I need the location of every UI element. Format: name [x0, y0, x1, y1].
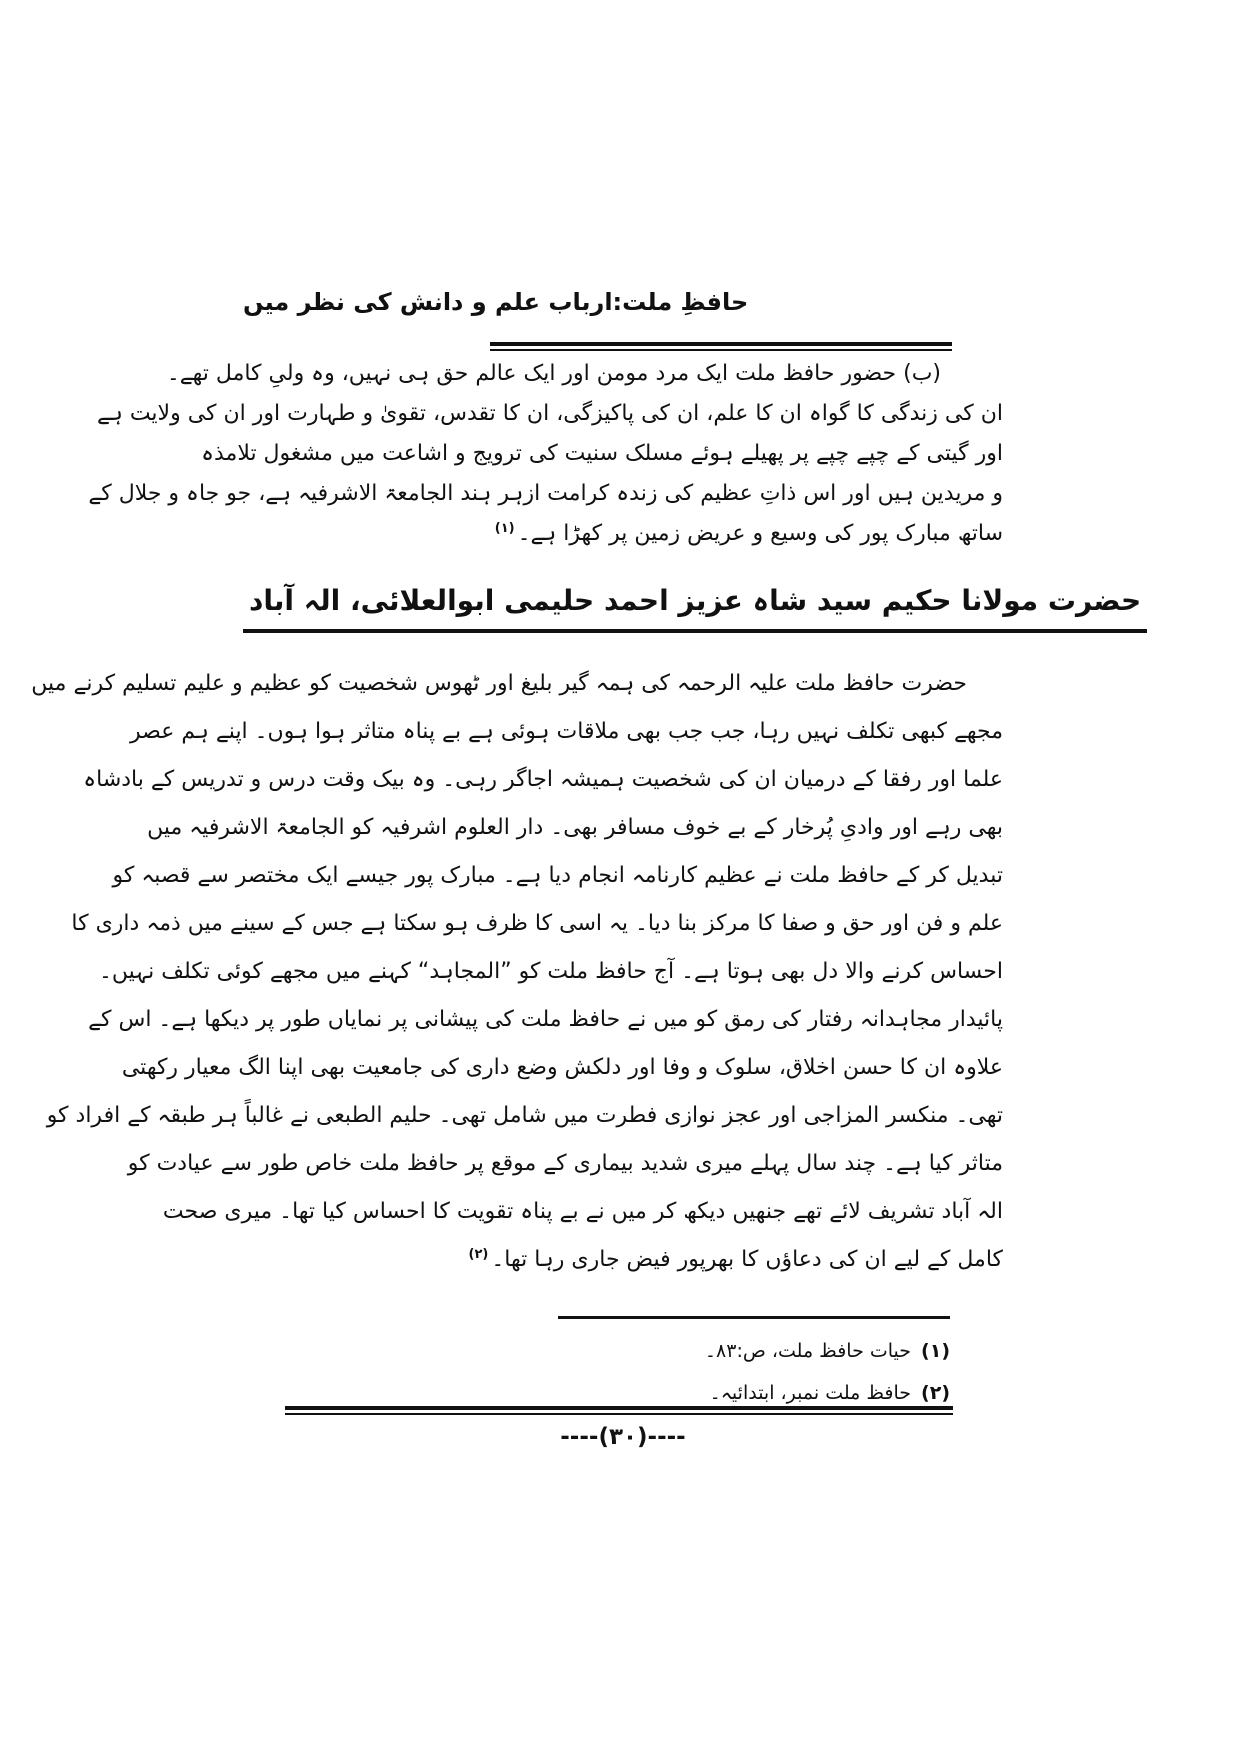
- body-line: تبدیل کر کے حافظ ملت نے عظیم کارنامہ انجام دیا ہے۔ مبارک پور جیسے ایک مختصر سے قصبہ کو: [112, 863, 1003, 888]
- paragraph-2: [31, 660, 1003, 1284]
- body-line: [243, 1236, 1003, 1284]
- footnote-marker: (۲): [921, 1382, 950, 1404]
- section-heading: حضرت مولانا حکیم سید شاہ عزیز احمد حلیمی ابوالعلائی، الہ آباد: [243, 584, 1147, 633]
- footnote-marker: (۱): [921, 1340, 950, 1362]
- page-number: ----(۳۰)----: [560, 1424, 686, 1450]
- section-heading-wrap: [243, 584, 1142, 633]
- footnote-separator-rule: [558, 1316, 950, 1319]
- body-line: [243, 514, 1003, 554]
- body-line: ان کی زندگی کا گواہ ان کا علم، ان کی پاکیزگی، ان کا تقدس، تقویٰ و طہارت اور ان کی ولایت ہے: [97, 401, 1003, 426]
- footer-double-rule: [285, 1406, 953, 1415]
- body-line: بھی رہے اور وادیِ پُرخار کے بے خوف مسافر بھی۔ دار العلوم اشرفیہ کو الجامعۃ الاشرفیہ میں: [147, 815, 1003, 840]
- body-line: تھی۔ منکسر المزاجی اور عجز نوازی فطرت میں شامل تھی۔ حلیم الطبعی نے غالباً ہر طبقہ کے افراد کو: [46, 1103, 1003, 1128]
- header-double-rule: [490, 342, 952, 351]
- body-line: احساس کرنے والا دل بھی ہوتا ہے۔ آج حافظ ملت کو ”المجاہد“ کہنے میں مجھے کوئی تکلف نہیں۔: [98, 959, 1003, 984]
- body-line: حضرت حافظ ملت علیہ الرحمہ کی ہمہ گیر بلیغ اور ٹھوس شخصیت کو عظیم و علیم تسلیم کرنے میں: [31, 671, 967, 696]
- body-line: الہ آباد تشریف لائے تھے جنھیں دیکھ کر میں نے بے پناہ تقویت کا احساس کیا تھا۔ میری صحت: [162, 1199, 1003, 1224]
- text-column: [31, 0, 1142, 1754]
- body-line: علما اور رفقا کے درمیان ان کی شخصیت ہمیشہ اجاگر رہی۔ وہ بیک وقت درس و تدریس کے بادشاہ: [83, 767, 1003, 792]
- footnote-item: [243, 1330, 950, 1372]
- body-line-text: ساتھ مبارک پور کی وسیع و عریض زمین پر کھڑا ہے۔: [517, 521, 1003, 546]
- running-header-title: حافظِ ملت:ارباب علم و دانش کی نظر میں: [243, 288, 749, 316]
- footnote-reference-1: (۱): [494, 520, 515, 536]
- body-line: (ب) حضور حافظ ملت ایک مرد مومن اور ایک عالم حق ہی نہیں، وہ ولیِ کامل تھے۔: [166, 361, 941, 386]
- body-line-text: کامل کے لیے ان کی دعاؤں کا بھرپور فیض جاری رہا تھا۔: [491, 1247, 1003, 1272]
- body-line: مجھے کبھی تکلف نہیں رہا، جب جب بھی ملاقات ہوئی ہے بے پناہ متاثر ہوا ہوں۔ اپنے ہم عصر: [130, 719, 1003, 744]
- body-line: علم و فن اور حق و صفا کا مرکز بنا دیا۔ یہ اسی کا ظرف ہو سکتا ہے جس کے سینے میں ذمہ داری کا: [71, 911, 1003, 936]
- paragraph-1: [88, 354, 1003, 554]
- body-line: اور گیتی کے چپے چپے پر پھیلے ہوئے مسلک سنیت کی ترویج و اشاعت میں مشغول تلامذہ: [201, 441, 1003, 466]
- body-line: و مریدین ہیں اور اس ذاتِ عظیم کی زندہ کرامت ازہر ہند الجامعۃ الاشرفیہ ہے، جو جاہ و جلال کے: [88, 481, 1003, 506]
- body-line: متاثر کیا ہے۔ چند سال پہلے میری شدید بیماری کے موقع پر حافظ ملت خاص طور سے عیادت کو: [127, 1151, 1003, 1176]
- footnote-reference-2: (۲): [468, 1246, 489, 1262]
- footnotes: [243, 1330, 950, 1414]
- body-line: پائیدار مجاہدانہ رفتار کی رمق کو میں نے حافظ ملت کی پیشانی پر نمایاں طور پر دیکھا ہے۔ اس کے: [88, 1007, 1003, 1032]
- footnote-text: حیات حافظ ملت، ص:۸۳۔: [704, 1340, 912, 1362]
- body-line: علاوہ ان کا حسن اخلاق، سلوک و وفا اور دلکش وضع داری کی جامعیت بھی اپنا الگ معیار رکھتی: [121, 1055, 1003, 1080]
- footnote-text: حافظ ملت نمبر، ابتدائیہ۔: [709, 1382, 912, 1404]
